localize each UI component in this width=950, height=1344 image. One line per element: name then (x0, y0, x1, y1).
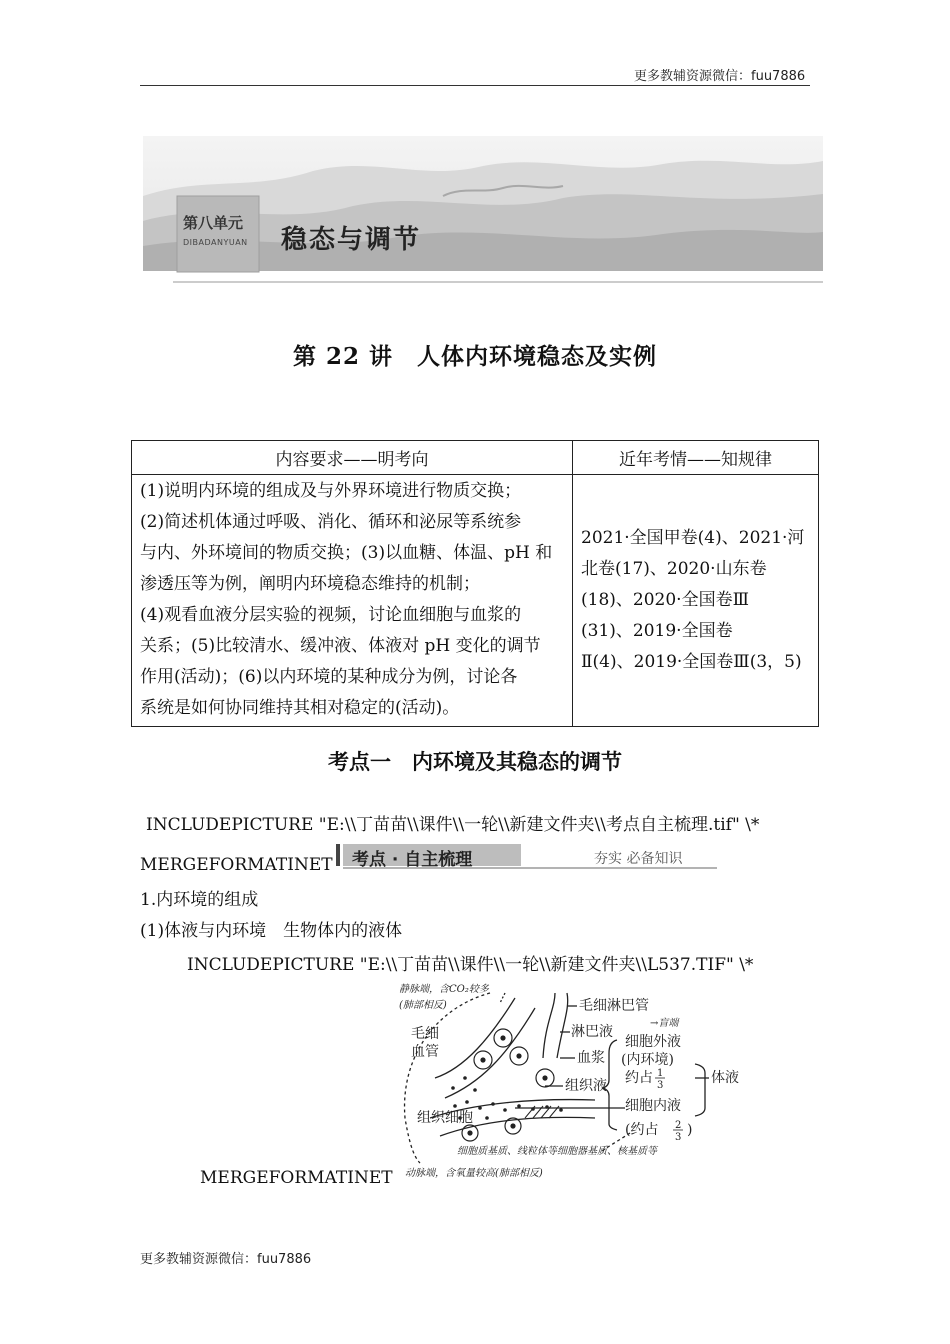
note-vein-lung: (肺部相反) (399, 1000, 447, 1011)
requirement-line: 系统是如何协同维持其相对稳定的(活动)。 (140, 698, 460, 718)
requirement-line: 与内、外环境间的物质交换；(3)以血糖、体温、pH 和 (140, 543, 553, 563)
unit-label: 第八单元 (183, 214, 244, 232)
tag-strip-right-label: 夯实 必备知识 (594, 851, 683, 867)
label-tissue-cell: 组织细胞 (417, 1110, 473, 1126)
requirement-line: 关系；(5)比较清水、缓冲液、体液对 pH 变化的调节 (140, 636, 541, 656)
tag-strip-left-label: 考点 · 自主梳理 (352, 850, 473, 870)
field-code-includepicture: INCLUDEPICTURE "E:\\丁苗苗\\课件\\一轮\\新建文件夹\\考点自主梳理.tif" \* (146, 815, 760, 835)
exam-history-line: (31)、2019·全国卷 (581, 621, 733, 641)
label-icf-proportion: (约占 (625, 1122, 659, 1138)
ecf-fraction-denominator: 3 (657, 1080, 664, 1091)
subheading-body-fluid: (1)体液与内环境 生物体内的液体 (140, 921, 403, 941)
label-icf-close: ) (687, 1122, 693, 1138)
label-lymph-capillary: 毛细淋巴管 (579, 998, 649, 1014)
requirement-line: 渗透压等为例，阐明内环境稳态维持的机制； (140, 574, 480, 594)
field-code-mergeformat: MERGEFORMATINET (140, 855, 333, 875)
label-ecf-proportion: 约占 (625, 1070, 653, 1086)
note-matrix: 细胞质基质、线粒体等细胞器基质、核基质等 (457, 1146, 657, 1157)
label-ecf-internal: (内环境) (621, 1052, 674, 1068)
exam-history-line: Ⅱ(4)、2019·全国卷Ⅲ(3，5) (581, 652, 802, 672)
unit-banner (143, 136, 823, 284)
label-ecf: 细胞外液 (625, 1034, 681, 1050)
label-blind-end: →盲端 (650, 1018, 679, 1029)
icf-fraction-denominator: 3 (675, 1132, 682, 1143)
page-header: 更多教辅资源微信：fuu7886 (634, 69, 806, 84)
exam-history-line: 北卷(17)、2020·山东卷 (581, 559, 767, 579)
icf-fraction-numerator: 2 (675, 1120, 682, 1131)
field-code-includepicture-2: INCLUDEPICTURE "E:\\丁苗苗\\课件\\一轮\\新建文件夹\\L537.TIF" \* (187, 955, 754, 975)
exam-history-line: 2021·全国甲卷(4)、2021·河 (581, 528, 805, 548)
label-lymph: 淋巴液 (571, 1024, 613, 1040)
requirements-table (131, 440, 819, 727)
page-footer: 更多教辅资源微信：fuu7886 (140, 1252, 312, 1267)
exam-history-line: (18)、2020·全国卷Ⅲ (581, 590, 749, 610)
unit-pinyin: DIBADANYUAN (183, 238, 248, 247)
section-heading: 考点一 内环境及其稳态的调节 (328, 749, 622, 774)
label-plasma: 血浆 (577, 1050, 605, 1066)
label-capillary-1: 毛细 (411, 1026, 439, 1042)
subheading-composition: 1.内环境的组成 (140, 890, 259, 910)
requirements-cell (132, 475, 573, 727)
header-rule (140, 85, 810, 86)
label-tissue-fluid: 组织液 (565, 1078, 607, 1094)
unit-title: 稳态与调节 (281, 225, 422, 255)
ecf-fraction-numerator: 1 (657, 1068, 664, 1079)
note-artery: 动脉端，含氧量较高(肺部相反) (405, 1168, 543, 1179)
label-capillary-2: 血管 (411, 1044, 439, 1060)
table-header-requirements: 内容要求——明考向 (132, 441, 573, 475)
requirement-line: (2)简述机体通过呼吸、消化、循环和泌尿等系统参 (140, 512, 522, 532)
requirement-line: (4)观看血液分层实验的视频，讨论血细胞与血浆的 (140, 605, 522, 625)
lecture-title: 第 22 讲 人体内环境稳态及实例 (292, 343, 658, 370)
label-icf: 细胞内液 (625, 1098, 681, 1114)
field-code-mergeformat-2: MERGEFORMATINET (200, 1168, 393, 1188)
label-body-fluid: 体液 (711, 1070, 739, 1086)
note-vein: 静脉端，含CO₂较多 (399, 984, 489, 995)
requirement-line: 作用(活动)；(6)以内环境的某种成分为例，讨论各 (140, 667, 518, 687)
requirement-line: (1)说明内环境的组成及与外界环境进行物质交换； (140, 481, 522, 501)
table-header-exam-history: 近年考情——知规律 (573, 441, 819, 475)
exam-history-cell (573, 475, 819, 727)
body-fluid-diagram (395, 978, 745, 1188)
